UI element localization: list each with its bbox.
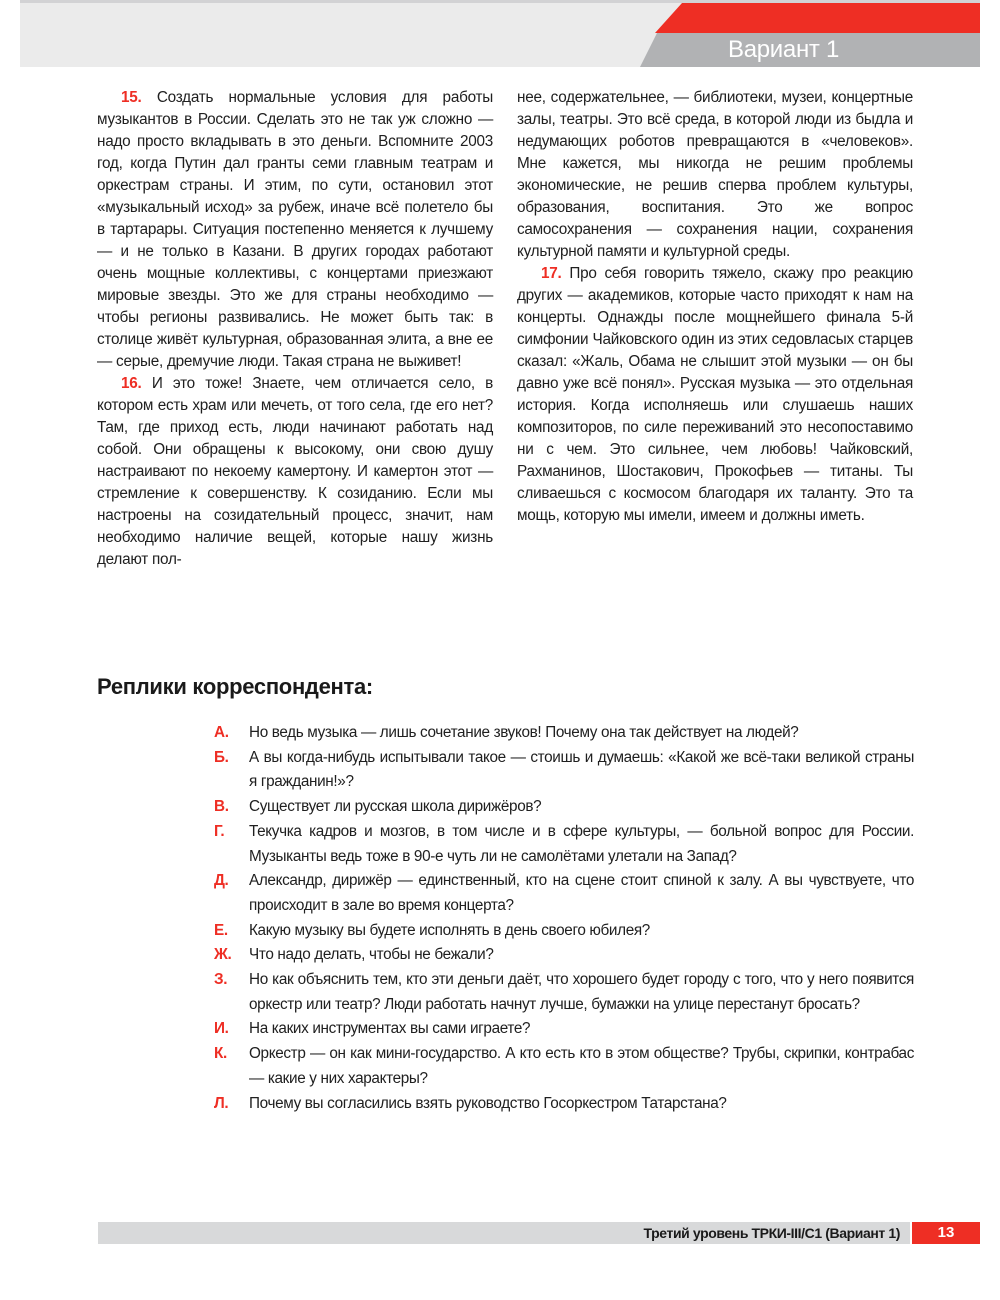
- reply-text: Но ведь музыка — лишь сочетание звуков! Почему она так действует на людей?: [249, 724, 799, 741]
- reply-letter: Е.: [214, 921, 228, 939]
- reply-item: [214, 943, 914, 968]
- paragraph-16: [97, 373, 493, 571]
- reply-item: [214, 919, 914, 944]
- reply-text: На каких инструментах вы сами играете?: [249, 1020, 531, 1038]
- reply-item: [214, 1092, 914, 1117]
- reply-text: Но как объяснить тем, кто эти деньги даёт, что хорошего будет городу с того, что у него появится оркестр или театр? Люди работать начнут лучше, бумажки на улице перестанут бросать?: [249, 971, 914, 1013]
- paragraph-text: И это тоже! Знаете, чем отличается село, в котором есть храм или мечеть, от того села, где его нет? Там, где приход есть, люди начинают работать над собой. Они обращены к высокому, они свою душу настраивают по некоему камертону. И камертон этот — стремление к совершенству. К созиданию. Если мы настроены на созидательный процесс, значит, нам необходимо наличие вещей, которые нашу жизнь делают пол-: [97, 375, 493, 568]
- article-left-column: [97, 87, 493, 571]
- paragraph-16-continued: [517, 87, 913, 263]
- variant-label: Вариант 1: [728, 36, 840, 63]
- reply-item: [214, 869, 914, 918]
- reply-item: [214, 795, 914, 820]
- header-red-stripe: [655, 3, 980, 33]
- reply-letter: И.: [214, 1020, 229, 1038]
- article-right-column: [517, 87, 913, 527]
- reply-text: Что надо делать, чтобы не бежали?: [249, 946, 494, 964]
- reply-letter: Ж.: [214, 946, 232, 964]
- reply-letter: З.: [214, 971, 228, 989]
- header-top-line: [20, 0, 980, 3]
- paragraph-15: [97, 87, 493, 373]
- reply-item: [214, 1017, 914, 1042]
- reply-text: Какую музыку вы будете исполнять в день своего юбилея?: [249, 921, 650, 939]
- reply-item: [214, 1042, 914, 1091]
- reply-text: Существует ли русская школа дирижёров?: [249, 798, 542, 816]
- reply-text: Текучка кадров и мозгов, в том числе и в сфере культуры, — больной вопрос для России. Музыканты ведь тоже в 90-е чуть ли не самолётами улетали на Запад?: [249, 822, 914, 865]
- paragraph-number: 16.: [121, 375, 142, 392]
- reply-letter: Л.: [214, 1094, 229, 1112]
- reply-item: [214, 968, 914, 1017]
- paragraph-number: 17.: [541, 265, 562, 282]
- reply-text: Оркестр — он как мини-государство. А кто есть кто в этом обществе? Трубы, скрипки, контрабас — какие у них характеры?: [249, 1045, 914, 1087]
- reply-letter: Д.: [214, 872, 229, 890]
- reply-letter: Г.: [214, 822, 225, 840]
- page-number: 13: [912, 1222, 980, 1244]
- section-title: Реплики корреспондента:: [97, 674, 373, 699]
- reply-text: Почему вы согласились взять руководство Госоркестром Татарстана?: [249, 1094, 727, 1112]
- reply-letter: А.: [214, 724, 229, 741]
- reply-text: Александр, дирижёр — единственный, кто на сцене стоит спиной к залу. А вы чувствуете, что происходит в зале во время концерта?: [249, 872, 914, 914]
- paragraph-text: Про себя говорить тяжело, скажу про реакцию других — академиков, которые часто приходят к нам на концерты. Однажды после мощнейшего финала 5-й симфонии Чайковского один из этих седовласых старцев сказал: «Жаль, Обама не слышит этой музыки — он бы давно уже всё понял». Русская музыка — это отдельная история. Когда исполняешь или слушаешь наших композиторов, по силе переживаний это несопоставимо ни с чем. Это сильнее, чем любовь! Чайковский, Рахманинов, Шостакович, Прокофьев — титаны. Ты сливаешься с космосом благодаря их таланту. Это та мощь, которую мы имели, имеем и должны иметь.: [517, 265, 913, 524]
- paragraph-text: нее, содержательнее, — библиотеки, музеи, концертные залы, театры. Это всё среда, в которой люди из быдла и недумающих роботов превращаются в «человеков». Мне кажется, мы никогда не решим проблемы экономические, не решив сперва проблем культуры, образования, воспитания. Это же вопрос самосохранения — сохранения нации, сохранения культурной памяти и культурной среды.: [517, 89, 913, 260]
- paragraph-text: Создать нормальные условия для работы музыкантов в России. Сделать это не так уж сложно — надо просто вкладывать в это деньги. Вспомните 2003 год, когда Путин дал гранты семи главным театрам и оркестрам страны. И этим, по сути, остановил этот «музыкальный исход» за рубеж, иначе всё полетело бы в тартарары. Ситуация постепенно меняется к лучшему — и не только в Казани. В других городах работают очень мощные коллективы, с концертами приезжают мировые звезды. Это же для страны необходимо — чтобы регионы развивались. Не может быть так: в столице живёт культурная, образованная элита, а вне ее — серые, дремучие люди. Такая страна не выживет!: [97, 89, 494, 370]
- reply-letter: Б.: [214, 748, 229, 766]
- reply-text: А вы когда-нибудь испытывали такое — стоишь и думаешь: «Какой же всё-таки великой страны я гражданин!»?: [249, 748, 914, 791]
- reply-item: [214, 746, 914, 795]
- reply-item: [214, 820, 914, 869]
- reply-letter: В.: [214, 798, 229, 816]
- paragraph-number: 15.: [121, 89, 142, 106]
- paragraph-17: [517, 263, 913, 527]
- reply-letter: К.: [214, 1045, 227, 1063]
- reply-item: [214, 721, 914, 746]
- replies-list: [214, 721, 914, 1116]
- footer-caption: Третий уровень ТРКИ-III/С1 (Вариант 1): [643, 1225, 900, 1241]
